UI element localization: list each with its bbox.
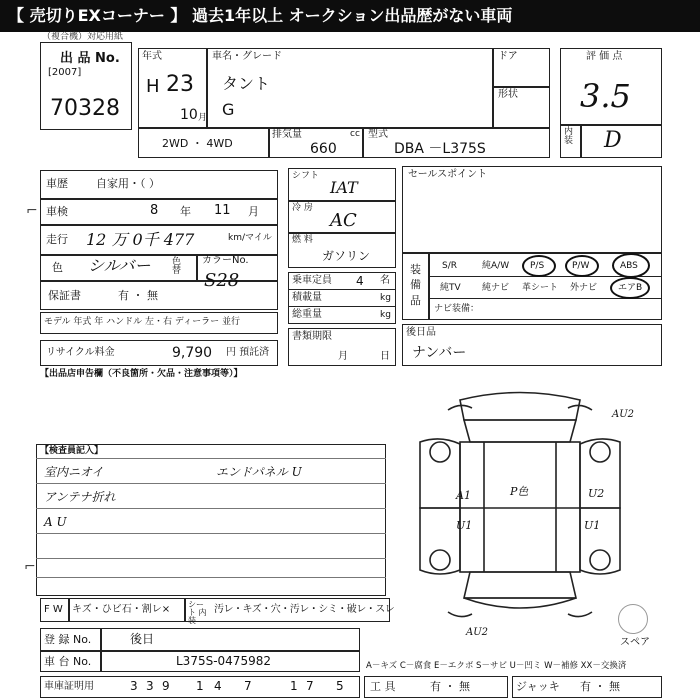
reg-label: 登 録 No. (44, 633, 92, 646)
interior-label: 内装 (564, 127, 574, 146)
year-era: H (146, 76, 160, 97)
cert-digit-2: 3 (146, 679, 154, 693)
total-weight-label: 総重量 (292, 309, 322, 320)
ac-value: AC (330, 210, 357, 231)
chassis-value: L375S-0475982 (176, 654, 271, 668)
model-meta: モデル 年式 年 ハンドル 左・右 ディーラー 並行 (44, 317, 240, 327)
inspection-label: 車検 (46, 205, 68, 218)
lot-year: [2007] (48, 67, 82, 78)
warranty-label: 保証書 (48, 289, 81, 302)
reg-value: 後日 (130, 632, 155, 646)
load-label: 積載量 (292, 292, 322, 303)
capacity-unit: 名 (380, 275, 390, 286)
equipment-label: 装 備 品 (410, 263, 421, 307)
car-name-label: 車名・グレード (212, 51, 282, 62)
after-value: ナンバー (412, 345, 467, 361)
car-name: タント (222, 74, 271, 93)
model: DBA －L375S (394, 141, 486, 157)
banner (0, 0, 700, 32)
sales-point-label: セールスポイント (408, 169, 488, 180)
equip-leather: 革シート (522, 283, 559, 293)
margin-mark-bottom: ⌐ (24, 559, 36, 575)
damage-legend: A－キズ C－腐食 E－エクボ S－サビ U－凹ミ W－補修 XX－交換済 (366, 661, 627, 671)
inspection-month-unit: 月 (248, 205, 259, 218)
chassis-label: 車 台 No. (44, 655, 92, 668)
document-day: 日 (380, 351, 390, 362)
mark-center: P色 (510, 485, 529, 498)
report-label: 【出品店申告欄（不良箇所・欠品・注意事項等）】 (40, 369, 243, 379)
navi-label: ナビ装備： (434, 304, 480, 314)
after-label: 後日品 (406, 327, 436, 338)
month-value: 10 (180, 107, 198, 123)
jack-label: ジャッキ (516, 680, 560, 693)
cert-digit-4: 1 (196, 679, 204, 693)
circle-airbag (610, 277, 650, 299)
year-value: 23 (166, 72, 194, 97)
warranty-value: 有 ・ 無 (118, 289, 158, 302)
cert-digit-7: 1 (290, 679, 298, 693)
mark-bottom: AU2 (466, 627, 489, 638)
circle-pw (565, 255, 599, 277)
color-change-label: 色替 (172, 257, 182, 276)
ac-label: 冷 房 (292, 203, 313, 213)
fw-text: キズ・ひビ石・割レ× (72, 604, 171, 615)
equip-navi: 純ナビ (482, 283, 510, 293)
score-label: 評 価 点 (586, 51, 623, 62)
score: 3.5 (580, 77, 631, 115)
spare-tire-icon (618, 604, 648, 634)
mileage-label: 走行 (46, 233, 68, 246)
inspector-label: 【検査員記入】 (40, 446, 104, 456)
equip-aw: 純A/W (482, 261, 510, 271)
color-no-label: カラーNo. (202, 255, 249, 266)
capacity-value: 4 (356, 274, 364, 288)
seat-label: シート 内 装 (188, 600, 207, 625)
equip-pw: P/W (572, 261, 590, 271)
equip-ext-navi: 外ナビ (570, 283, 598, 293)
lot-label: 出 品 No. (60, 51, 120, 66)
mileage-unit: km/マイル (228, 233, 272, 243)
equip-sr: S/R (442, 261, 457, 271)
tools-label: 工 具 (370, 680, 396, 693)
cert-digit-8: 7 (306, 679, 314, 693)
cert-digit-5: 4 (214, 679, 222, 693)
circle-ps (522, 255, 556, 277)
mark-top: AU2 (612, 409, 635, 420)
note-1: 室内ニオイ (44, 465, 104, 479)
fuel-label: 燃 料 (292, 235, 313, 245)
recycle-label: リサイクル料金 (46, 347, 115, 358)
note-2: エンドパネル U (216, 465, 302, 479)
cert-digit-3: 9 (162, 679, 170, 693)
origin-note: （複合機）対応用紙 (42, 32, 124, 42)
seat-text: 汚レ・キズ・穴・汚レ・シミ・破レ・スレ (214, 604, 395, 615)
mark-rear-right: U1 (584, 519, 601, 532)
inspection-year: 8 (150, 203, 159, 218)
capacity-label: 乗車定員 (292, 275, 332, 286)
drive: 2WD ・ 4WD (162, 137, 233, 150)
mark-front-left: A1 (456, 489, 471, 502)
cert-label: 車庫証明用 (44, 681, 94, 692)
month-unit: 月 (198, 113, 208, 123)
door-label: ドア (498, 51, 518, 62)
circle-abs (612, 253, 650, 278)
equip-abs: ABS (620, 261, 638, 271)
history-value: 自家用・（ ） (96, 177, 160, 190)
interior-grade: D (604, 128, 622, 153)
note-4: A U (44, 515, 67, 529)
history-label: 車歴 (46, 177, 68, 190)
displacement-unit: cc (350, 129, 360, 139)
car-diagram (400, 380, 640, 640)
document-month: 月 (338, 351, 348, 362)
tools-value: 有 ・ 無 (430, 680, 470, 693)
equip-ps: P/S (530, 261, 545, 271)
margin-mark-top: ⌐ (26, 203, 38, 219)
equip-airbag: エアB (618, 283, 643, 293)
equip-tv: 純TV (440, 283, 461, 293)
year-label: 年式 (142, 51, 162, 62)
shape-label: 形状 (498, 89, 518, 100)
model-label: 型式 (368, 129, 388, 140)
shift-label: シフト (292, 171, 320, 181)
banner-text: 【 売切りEXコーナー 】 過去1年以上 オークション出品歴がない車両 (8, 6, 513, 25)
jack-value: 有 ・ 無 (580, 680, 620, 693)
load-unit: kg (380, 293, 391, 303)
spare-label: スペア (620, 637, 650, 648)
color-value: シルバー (88, 256, 151, 275)
mark-front-right: U2 (588, 487, 605, 500)
note-3: アンテナ折れ (44, 490, 116, 504)
fuel-value: ガソリン (322, 249, 371, 263)
grade: G (222, 100, 235, 119)
mileage-value: 12 万 0千 477 (86, 230, 195, 249)
color-label: 色 (52, 261, 63, 274)
color-no: S28 (204, 270, 240, 291)
fw-label: F W (44, 604, 63, 615)
recycle-unit: 円 預託済 (226, 347, 270, 358)
shift-value: IAT (330, 178, 358, 197)
cert-digit-9: 5 (336, 679, 344, 693)
displacement: 660 (310, 141, 337, 157)
lot-number: 70328 (50, 96, 120, 121)
document-label: 書類期限 (292, 331, 332, 342)
mark-rear-left: U1 (456, 519, 473, 532)
recycle-value: 9,790 (172, 345, 213, 361)
cert-digit-1: 3 (130, 679, 138, 693)
inspection-month: 11 (214, 203, 231, 218)
cert-digit-6: 7 (244, 679, 252, 693)
inspection-year-unit: 年 (180, 205, 191, 218)
total-weight-unit: kg (380, 310, 391, 320)
displacement-label: 排気量 (272, 129, 302, 140)
